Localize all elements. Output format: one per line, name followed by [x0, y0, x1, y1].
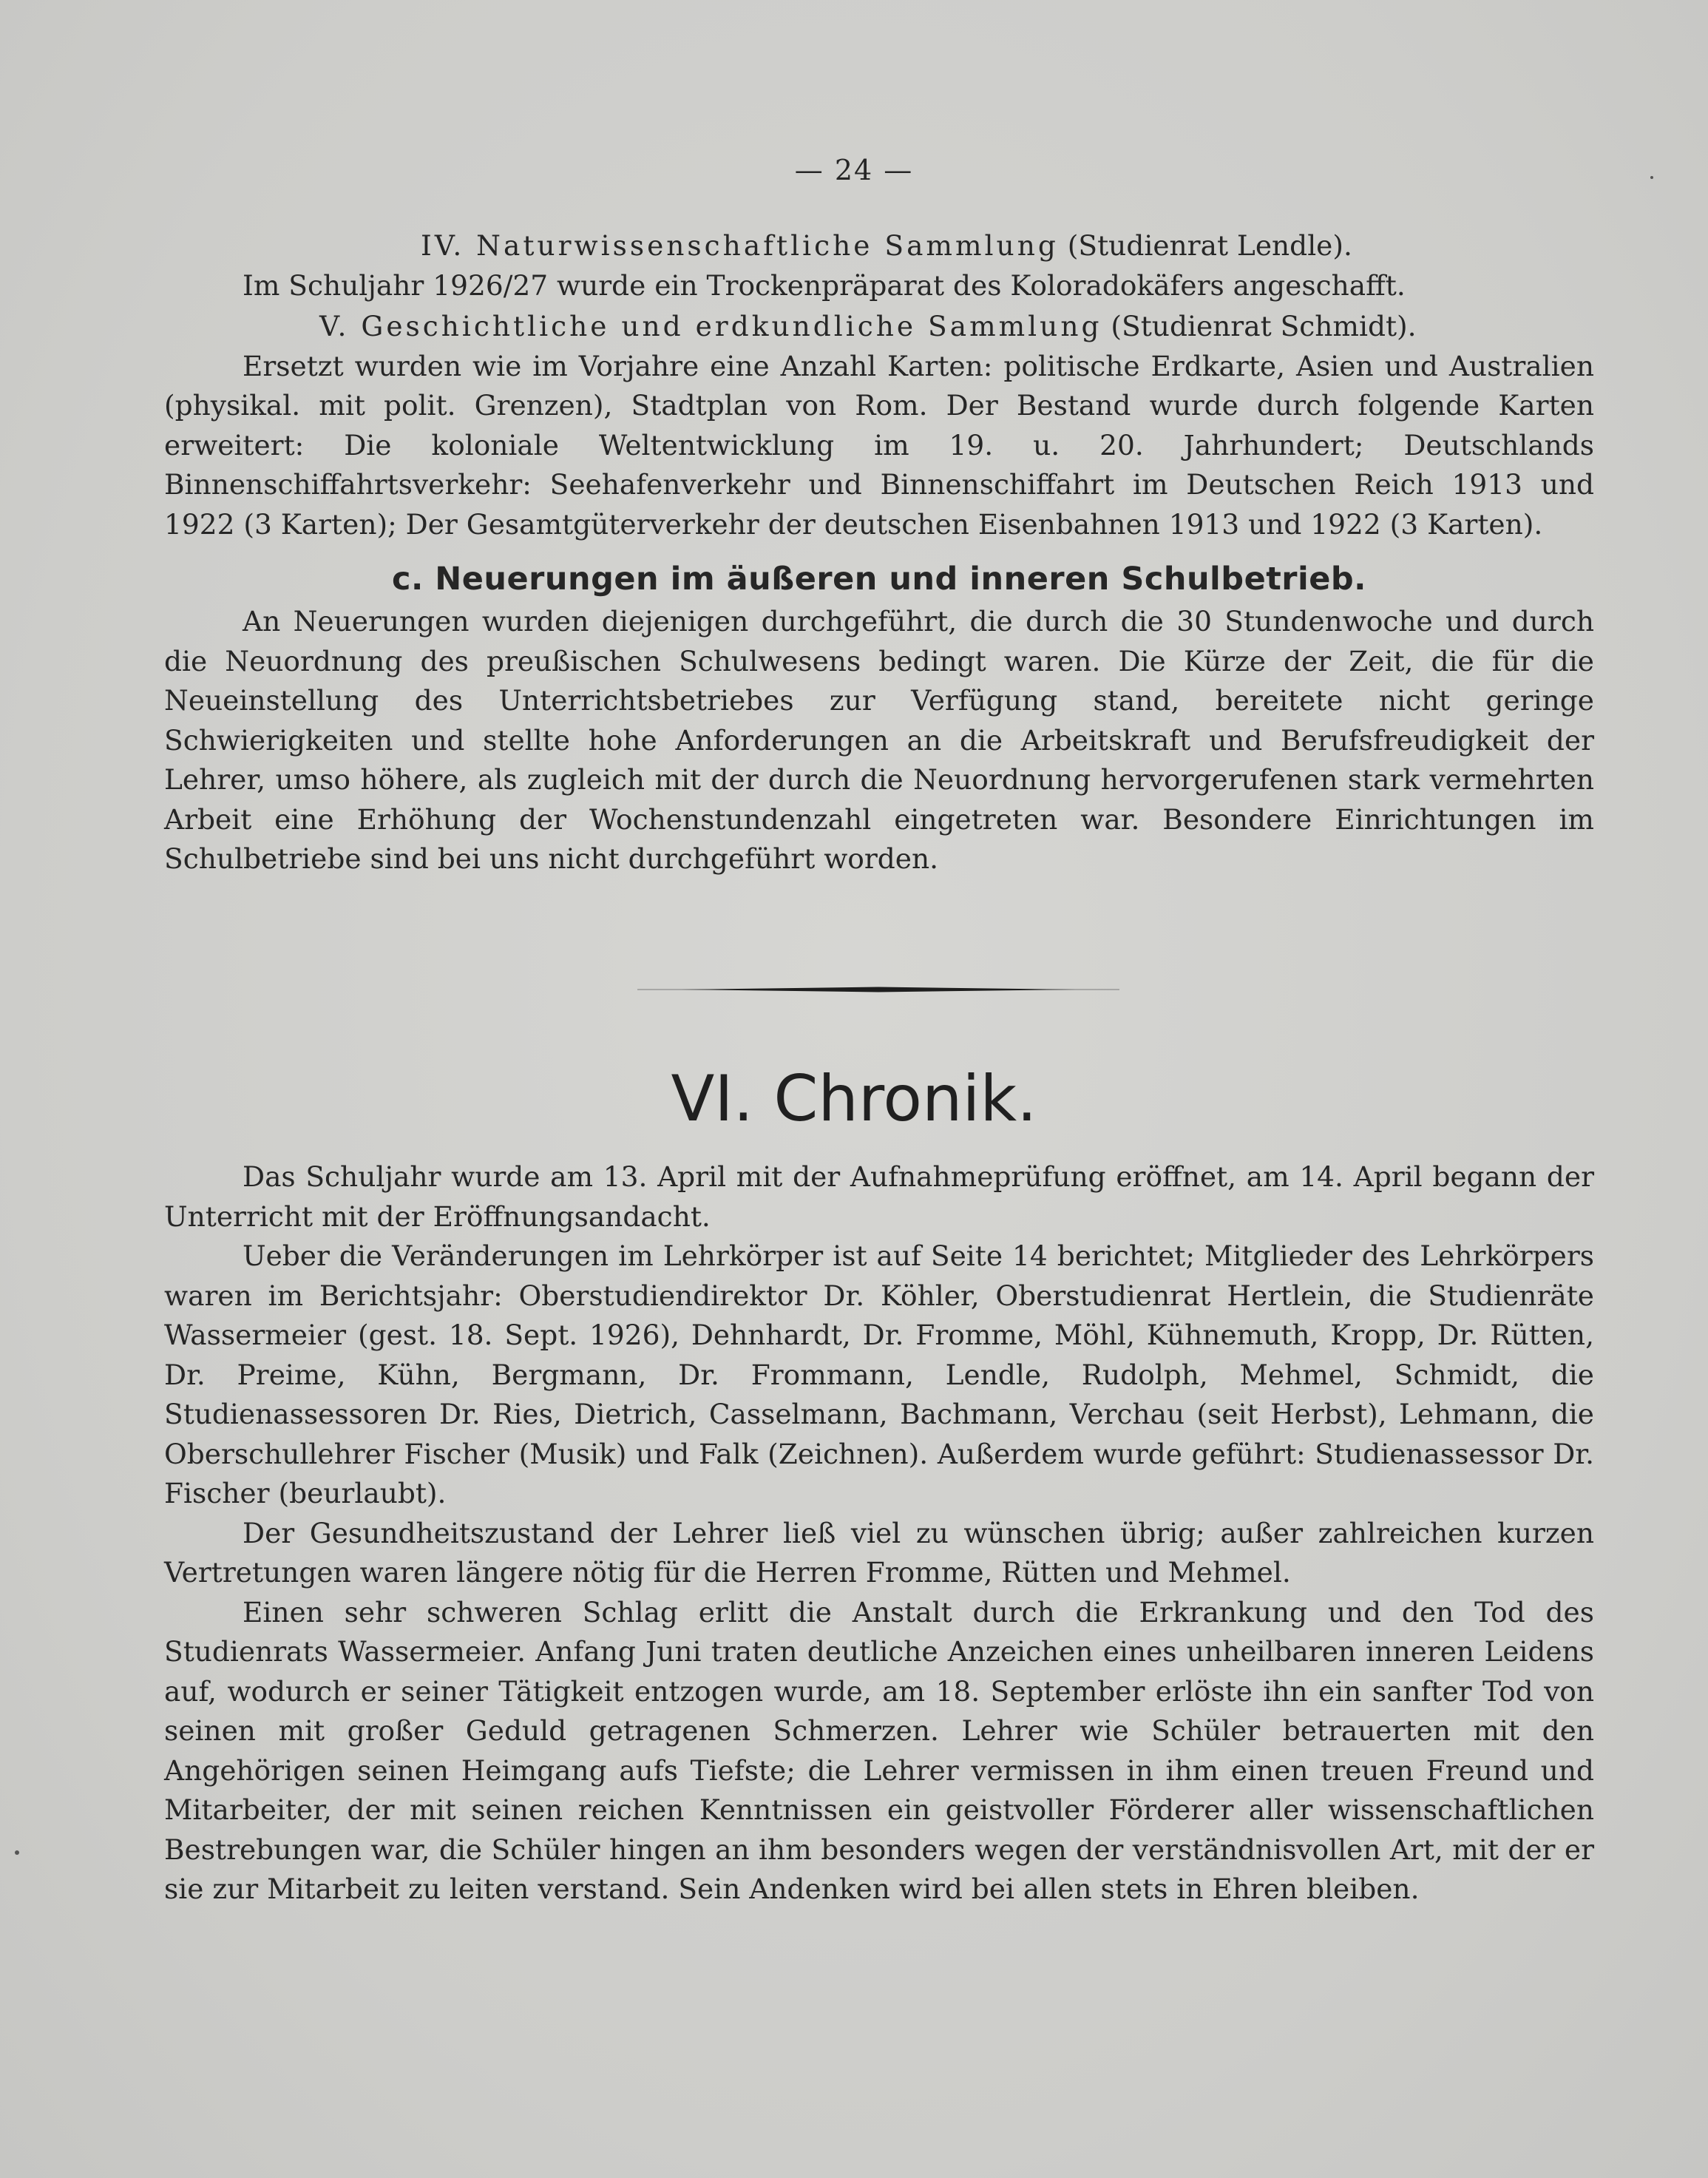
chapter-title: VI. Chronik.	[671, 1062, 1037, 1136]
collection-block-natural-science	[164, 226, 1594, 266]
collection-title: IV. Naturwissenschaftliche Sammlung	[421, 229, 1059, 262]
collections-section	[164, 226, 1594, 879]
scan-speck	[15, 1850, 19, 1855]
chronicle-section	[164, 1157, 1594, 1910]
collection-supervisor: (Studienrat Lendle).	[1058, 229, 1352, 262]
collection-text: Ersetzt wurden wie im Vorjahre eine Anzahl Karten: politische Erdkarte, Asien und Australien (physikal. mit polit. Grenzen), Stadtplan von Rom. Der Bestand wurde durch folgende Karten erweitert: Die koloniale Weltentwicklung im 19. u. 20. Jahrhundert; Deutschlands Binnenschiffahrtsverkehr: Seehafenverkehr und Binnenschiffahrt im Deutschen Reich 1913 und 1922 (3 Karten); Der Gesamtgüterverkehr der deutschen Eisenbahnen 1913 und 1922 (3 Karten).	[164, 349, 1594, 541]
chronicle-paragraph: Das Schuljahr wurde am 13. April mit der Aufnahmeprüfung eröffnet, am 14. April begann der Unterricht mit der Eröffnungsandacht.	[164, 1160, 1594, 1233]
chronicle-paragraph: Ueber die Veränderungen im Lehrkörper ist auf Seite 14 berichtet; Mitglieder des Lehrkörpers waren im Berichtsjahr: Oberstudiendirektor Dr. Köhler, Oberstudienrat Hertlein, die Studienräte Wassermeier (gest. 18. Sept. 1926), Dehnhardt, Dr. Fromme, Möhl, Kühnemuth, Kropp, Dr. Rütten, Dr. Preime, Kühn, Bergmann, Dr. Frommann, Lendle, Rudolph, Mehmel, Schmidt, die Studienassessoren Dr. Ries, Dietrich, Casselmann, Bachmann, Verchau (seit Herbst), Lehmann, die Oberschullehrer Fischer (Musik) und Falk (Zeichnen). Außerdem wurde geführt: Studienassessor Dr. Fischer (beurlaubt).	[164, 1240, 1594, 1509]
ornamental-divider	[637, 987, 1119, 992]
chronicle-paragraph: Einen sehr schweren Schlag erlitt die Anstalt durch die Erkrankung und den Tod des Studienrats Wassermeier. Anfang Juni traten deutliche Anzeichen eines unheilbaren inneren Leidens auf, wodurch er seiner Tätigkeit entzogen wurde, am 18. September erlöste ihn ein sanfter Tod von seinen mit großer Geduld getragenen Schmerzen. Lehrer wie Schüler betrauerten mit den Angehörigen seinen Heimgang aufs Tiefste; die Lehrer vermissen in ihm einen treuen Freund und Mitarbeiter, der mit seinen reichen Kenntnissen ein geistvoller Förderer aller wissenschaftlichen Bestrebungen war, die Schüler hingen an ihm besonders wegen der verständnisvollen Art, mit der er sie zur Mitarbeit zu leiten verstand. Sein Andenken wird bei allen stets in Ehren bleiben.	[164, 1595, 1594, 1905]
section-text: An Neuerungen wurden diejenigen durchgeführt, die durch die 30 Stundenwoche und durch die Neuordnung des preußischen Schulwesens bedingt waren. Die Kürze der Zeit, die für die Neueinstellung des Unterrichtsbetriebes zur Verfügung stand, bereitete nicht geringe Schwierigkeiten und stellte hohe Anforderungen an die Arbeitskraft und Berufsfreudigkeit der Lehrer, umso höhere, als zugleich mit der durch die Neuordnung hervorgerufenen stark vermehrten Arbeit eine Erhöhung der Wochenstundenzahl eingetreten war. Besondere Einrichtungen im Schulbetriebe sind bei uns nicht durchgeführt worden.	[164, 605, 1594, 875]
chronicle-paragraph: Der Gesundheitszustand der Lehrer ließ viel zu wünschen übrig; außer zahlreichen kurzen Vertretungen waren längere nötig für die Herren Fromme, Rütten und Mehmel.	[164, 1516, 1594, 1589]
page-number: — 24 —	[794, 154, 914, 186]
collection-block-history-geography	[164, 307, 1594, 347]
collection-supervisor: (Studienrat Schmidt).	[1102, 310, 1417, 342]
collection-title: V. Geschichtliche und erdkundliche Sammlung	[319, 310, 1102, 342]
scan-speck	[1650, 176, 1653, 179]
collection-text: Im Schuljahr 1926/27 wurde ein Trockenpräparat des Koloradokäfers angeschafft.	[243, 268, 1406, 302]
section-heading: c. Neuerungen im äußeren und inneren Schulbetrieb.	[391, 561, 1367, 598]
